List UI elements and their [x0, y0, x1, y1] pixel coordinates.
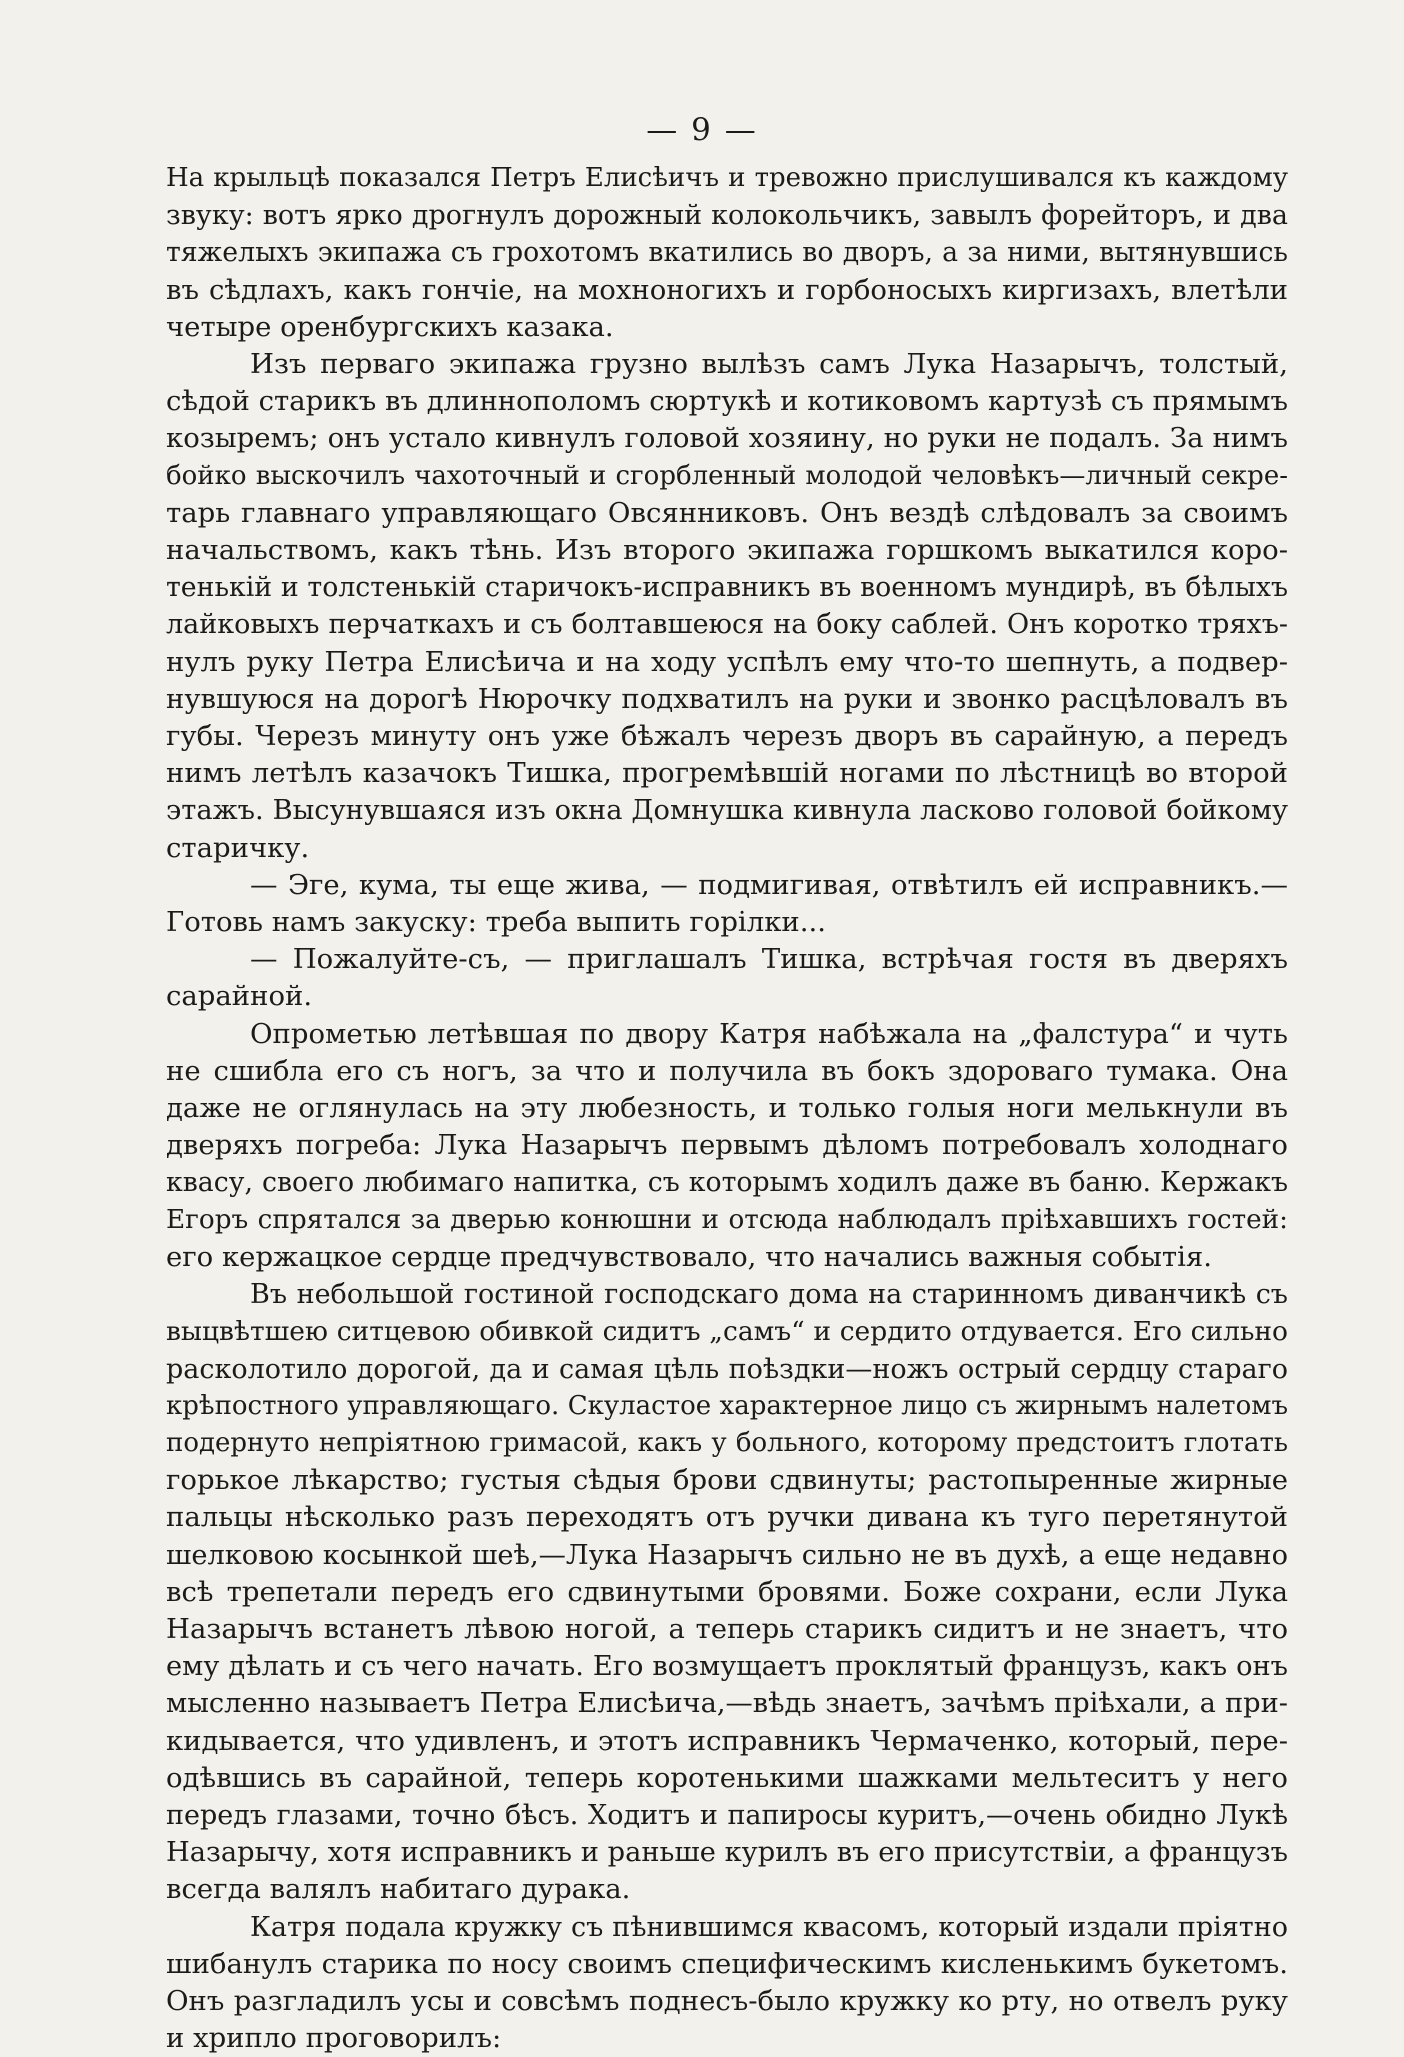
text-line: Опрометью летѣвшая по двору Катря набѣжала на „фалстура“ и чуть — [250, 1017, 1288, 1050]
text-line: шелковою косынкой шеѣ,—Лука Назарычъ сильно не въ духѣ, а еще недавно — [166, 1539, 1288, 1571]
text-line: тяжелыхъ экипажа съ грохотомъ вкатились во дворъ, а за ними, вытянувшись — [166, 237, 1288, 269]
text-line: его кержацкое сердце предчувствовало, что начались важныя событія. — [166, 1240, 1213, 1273]
text-line: квасу, своего любимаго напитка, съ которымъ ходилъ даже въ баню. Кержакъ — [166, 1167, 1288, 1199]
text-line: въ сѣдлахъ, какъ гончіе, на мохноногихъ и горбоносыхъ киргизахъ, влетѣли — [166, 273, 1288, 306]
text-line: всѣ трепетали передъ его сдвинутыми бровями. Боже сохрани, если Лука — [166, 1575, 1288, 1608]
text-line: тенькій и толстенькій старичокъ-исправникъ въ военномъ мундирѣ, въ бѣлыхъ — [166, 572, 1288, 604]
text-line: сѣдой старикъ въ длиннополомъ сюртукѣ и котиковомъ картузѣ съ прямымъ — [166, 385, 1288, 418]
text-line: Готовь намъ закуску: треба выпить горілки... — [166, 906, 826, 939]
text-line: бойко выскочилъ чахоточный и сгорбленный молодой человѣкъ—личный секре- — [166, 460, 1288, 491]
text-line: горькое лѣкарство; густыя сѣдыя брови сдвинуты; растопыренные жирные — [166, 1464, 1288, 1497]
text-line: нувшуюся на дорогѣ Нюрочку подхватилъ на руки и звонко расцѣловалъ въ — [166, 682, 1288, 715]
body-text — [166, 160, 1288, 2057]
text-line: Онъ разгладилъ усы и совсѣмъ поднесъ-было кружку ко рту, но отвелъ руку — [166, 1984, 1288, 2017]
text-line: начальствомъ, какъ тѣнь. Изъ второго экипажа горшкомъ выкатился коро- — [166, 534, 1288, 567]
text-line: нулъ руку Петра Елисѣича и на ходу успѣлъ ему что-то шепнуть, а подвер- — [166, 645, 1288, 678]
text-line: Изъ перваго экипажа грузно вылѣзъ самъ Лука Назарычъ, толстый, — [250, 348, 1288, 381]
text-line: всегда валялъ набитаго дурака. — [166, 1873, 631, 1906]
text-line: этажъ. Высунувшаяся изъ окна Домнушка кивнула ласково головой бойкому — [166, 795, 1288, 827]
text-line: мысленно называетъ Петра Елисѣича,—вѣдь знаетъ, зачѣмъ пріѣхали, а при- — [166, 1688, 1288, 1720]
text-line: выцвѣтшею ситцевою обивкой сидитъ „самъ“ и сердито отдувается. Его сильно — [166, 1316, 1288, 1348]
text-line: старичку. — [166, 831, 310, 864]
text-line: не сшибла его съ ногъ, за что и получила въ бокъ здороваго тумака. Она — [166, 1054, 1288, 1087]
text-line: козыремъ; онъ устало кивнулъ головой хозяину, но руки не подалъ. За нимъ — [166, 422, 1288, 455]
text-line: звуку: вотъ ярко дрогнулъ дорожный колокольчикъ, завылъ форейторъ, и два — [166, 200, 1288, 232]
text-line: На крыльцѣ показался Петръ Елисѣичъ и тревожно прислушивался къ каждому — [166, 163, 1288, 193]
text-line: крѣпостного управляющаго. Скуластое характерное лицо съ жирнымъ налетомъ — [166, 1390, 1288, 1421]
text-line: Въ небольшой гостиной господскаго дома на старинномъ диванчикѣ съ — [250, 1279, 1288, 1311]
text-line: кидывается, что удивленъ, и этотъ исправникъ Чермаченко, который, пере- — [166, 1724, 1288, 1757]
text-line: расколотило дорогой, да и самая цѣль поѣздки—ножъ острый сердцу стараго — [166, 1353, 1288, 1385]
text-line: Назарычъ встанетъ лѣвою ногой, а теперь старикъ сидитъ и не знаетъ, что — [166, 1612, 1288, 1645]
page-number: — 9 — — [646, 112, 758, 148]
text-line: Катря подала кружку съ пѣнившимся квасомъ, который издали пріятно — [250, 1911, 1288, 1943]
text-line: шибанулъ старика по носу своимъ специфическимъ кисленькимъ букетомъ. — [166, 1947, 1288, 1980]
text-line: — Эге, кума, ты еще жива, — подмигивая, отвѣтилъ ей исправникъ.— — [250, 868, 1288, 901]
text-line: губы. Черезъ минуту онъ уже бѣжалъ черезъ дворъ въ сарайную, а передъ — [166, 720, 1288, 753]
text-line: дверяхъ погреба: Лука Назарычъ первымъ дѣломъ потребовалъ холоднаго — [166, 1129, 1288, 1162]
text-line: четыре оренбургскихъ казака. — [166, 310, 614, 343]
text-line: подернуто непріятною гримасой, какъ у больного, которому предстоитъ глотать — [166, 1427, 1288, 1458]
text-line: лайковыхъ перчаткахъ и съ болтавшеюся на боку саблей. Онъ коротко тряхъ- — [166, 609, 1288, 641]
text-line: сарайной. — [166, 980, 313, 1013]
text-line: одѣвшись въ сарайной, теперь коротенькими шажками мельтеситъ у него — [166, 1761, 1288, 1794]
text-line: Егоръ спрятался за дверью конюшни и отсюда наблюдалъ пріѣхавшихъ гостей: — [166, 1204, 1288, 1235]
text-line: — Пожалуйте-съ, — приглашалъ Тишка, встрѣчая гостя въ дверяхъ — [250, 943, 1288, 976]
text-line: и хрипло проговорилъ: — [166, 2022, 502, 2055]
text-line: даже не оглянулась на эту любезность, и только голыя ноги мелькнули въ — [166, 1092, 1288, 1125]
text-line: передъ глазами, точно бѣсъ. Ходитъ и папиросы куритъ,—очень обидно Лукѣ — [166, 1799, 1288, 1831]
text-line: тарь главнаго управляющаго Овсянниковъ. Онъ вездѣ слѣдовалъ за своимъ — [166, 496, 1288, 529]
text-line: нимъ летѣлъ казачокъ Тишка, прогремѣвшій ногами по лѣстницѣ во второй — [166, 757, 1288, 790]
text-line: пальцы нѣсколько разъ переходятъ отъ ручки дивана къ туго перетянутой — [166, 1501, 1288, 1534]
text-line: ему дѣлать и съ чего начать. Его возмущаетъ проклятый французъ, какъ онъ — [166, 1651, 1288, 1683]
text-line: Назарычу, хотя исправникъ и раньше курилъ въ его присутствіи, а французъ — [166, 1837, 1288, 1869]
